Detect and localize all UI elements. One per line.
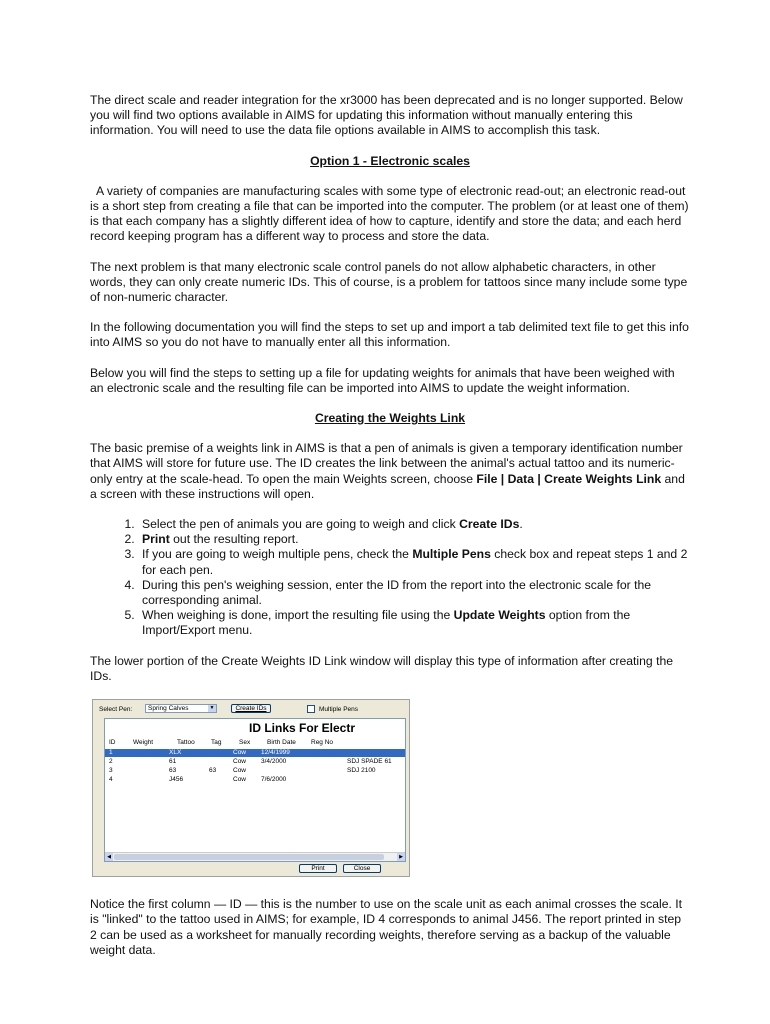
weights-file-paragraph: Below you will find the steps to setting up a file for updating weights for animals that have been weighed with an electronic scale and the resulting file can be imported into AIMS to update the weight information.: [90, 365, 675, 395]
col-tag: Tag: [211, 739, 222, 747]
weights-link-heading: Creating the Weights Link: [314, 411, 466, 426]
cell-name: SDJ SPADE 61: [347, 758, 392, 766]
scroll-right-icon[interactable]: ▶: [397, 853, 405, 861]
create-ids-button[interactable]: Create IDs: [231, 704, 271, 713]
select-pen-label: Select Pen:: [99, 706, 133, 714]
col-weight: Weight: [133, 739, 154, 747]
cell-birth-date: 3/4/2000: [261, 758, 287, 766]
cell-sex: Cow: [233, 749, 247, 757]
table-row[interactable]: [105, 767, 405, 775]
cell-birth-date: 12/4/1999: [261, 749, 290, 757]
para5-post: and a screen with these instructions will open.: [90, 471, 685, 501]
cell-id: 2: [109, 758, 113, 766]
numeric-id-paragraph: The next problem is that many electronic scale control panels do not allow alphabetic characters, in other words, they can only create numeric IDs. This of course, is a problem for tattoos since many include some type of non-numeric character.: [90, 259, 688, 305]
close-button[interactable]: Close: [343, 864, 381, 873]
select-pen-dropdown[interactable]: [145, 704, 217, 713]
col-reg-no: Reg No: [311, 739, 334, 747]
window-intro-paragraph: The lower portion of the Create Weights ID Link window will display this type of information after creating the IDs.: [90, 653, 674, 683]
report-header-row: [105, 739, 405, 747]
scroll-thumb[interactable]: [114, 854, 384, 860]
option1-heading: Option 1 - Electronic scales: [310, 153, 470, 168]
scroll-left-icon[interactable]: ◀: [105, 853, 113, 861]
step-1-text: Select the pen of animals you are going to weigh and click: [142, 517, 460, 532]
step-1-end: .: [519, 517, 523, 532]
cell-id: 3: [109, 767, 113, 775]
step-5-end: option from the Import/Export menu.: [142, 608, 631, 638]
cell-tattoo: 63: [169, 767, 177, 775]
closing-paragraph: Notice the first column — ID — this is the number to use on the scale unit as each animal crosses the scale. It is "linked" to the tattoo used in AIMS; for example, ID 4 corresponds to animal J456. The report printed in step 2 can be used as a worksheet for manually recording weights, therefore serving as a backup of the valuable weight data.: [90, 897, 683, 957]
steps-list: [90, 517, 690, 639]
cell-id: 1: [109, 749, 113, 757]
report-title: ID Links For Electr: [249, 721, 356, 736]
step-4: 4. During this pen's weighing session, enter the ID from the report into the electronic scale for the corresponding animal.: [138, 578, 690, 608]
cell-tag: 63: [209, 767, 217, 775]
menu-path: File | Data | Create Weights Link: [476, 471, 662, 486]
cell-sex: Cow: [233, 776, 247, 784]
step-5-text: When weighing is done, import the resulting file using the: [142, 608, 454, 623]
document-body: [90, 93, 690, 973]
documentation-paragraph: In the following documentation you will find the steps to set up and import a tab delimited text file to get this info into AIMS so you do not have to manually enter all this information.: [90, 320, 689, 350]
col-id: ID: [109, 739, 116, 747]
col-sex: Sex: [239, 739, 251, 747]
cell-tattoo: J456: [169, 776, 184, 784]
step-2: [138, 532, 690, 547]
select-pen-value: Spring Calves: [148, 705, 189, 713]
cell-birth-date: 7/6/2000: [261, 776, 287, 784]
id-links-report: [104, 718, 406, 862]
table-row[interactable]: [105, 776, 405, 784]
cell-name: SDJ 2100: [347, 767, 376, 775]
multiple-pens-checkbox[interactable]: [307, 705, 315, 713]
step-1-bold: Create IDs: [459, 517, 520, 532]
col-birth-date: Birth Date: [267, 739, 296, 747]
step-3-end: check box and repeat steps 1 and 2 for each pen.: [142, 547, 688, 577]
print-button[interactable]: Print: [299, 864, 337, 873]
intro-paragraph: The direct scale and reader integration for the xr3000 has been deprecated and is no longer supported. Below you will find two options available in AIMS for updating this information without manually entering this information. You will need to use the data file options available in AIMS to accomplish this task.: [90, 93, 683, 138]
weights-link-paragraph: [90, 441, 690, 502]
chevron-down-icon: ▼: [209, 705, 215, 712]
window-toolbar: [93, 704, 409, 716]
step-5: [138, 608, 690, 638]
step-3: [138, 547, 690, 577]
cell-tattoo: XLX: [169, 749, 182, 757]
step-1: [138, 517, 690, 532]
cell-id: 4: [109, 776, 113, 784]
cell-tattoo: 61: [169, 758, 177, 766]
para5-pre: The basic premise of a weights link in AIMS is that a pen of animals is given a temporary identification number that AIMS will store for future use. The ID creates the link between the animal's actual tattoo and its numeric-only entry at the scale-head. To open the main Weights screen, choose: [90, 441, 683, 486]
para1-text: A variety of companies are manufacturing scales with some type of electronic read-out; an electronic read-out is a short step from creating a file that can be imported into the computer. The problem (or at least one of them) is that each company has a slightly different idea of how to capture, identify and store the data; and each herd record keeping program has a different way to process and store the data.: [90, 183, 689, 244]
table-row[interactable]: [105, 758, 405, 766]
multiple-pens-label: Multiple Pens: [319, 706, 359, 714]
step-2-bold: Print: [142, 532, 170, 547]
cell-sex: Cow: [233, 758, 247, 766]
weights-link-window-screenshot: [92, 699, 410, 877]
step-5-bold: Update Weights: [453, 608, 546, 623]
step-2-text: out the resulting report.: [169, 532, 299, 547]
step-3-text: If you are going to weigh multiple pens, check the: [142, 547, 413, 562]
electronic-scales-paragraph: [90, 184, 690, 245]
step-3-bold: Multiple Pens: [412, 547, 491, 562]
table-row[interactable]: [105, 749, 405, 757]
col-tattoo: Tattoo: [177, 739, 195, 747]
horizontal-scrollbar[interactable]: [105, 852, 405, 861]
cell-sex: Cow: [233, 767, 247, 775]
